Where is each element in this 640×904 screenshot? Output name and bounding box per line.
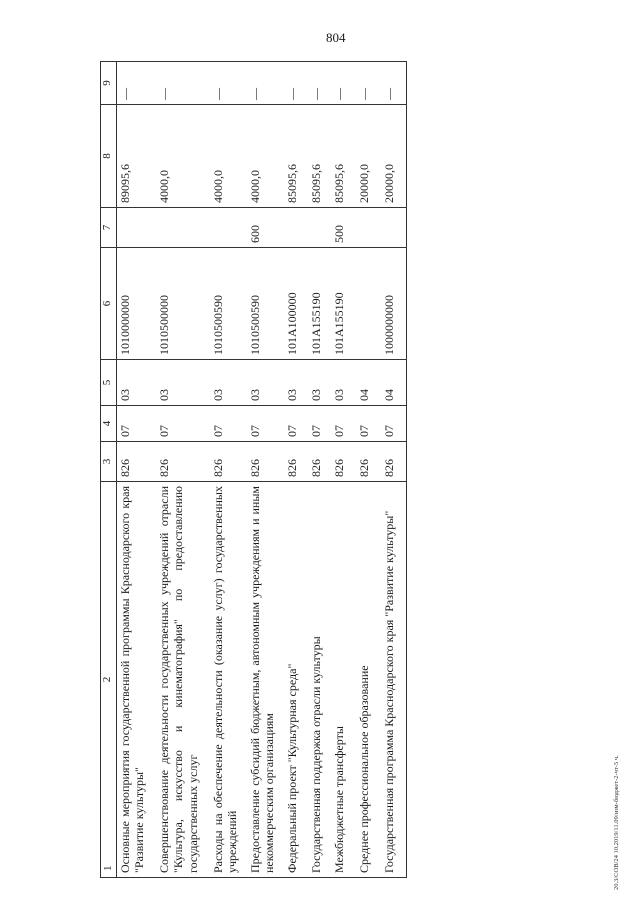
amount-2-cell: [210, 62, 247, 105]
table-row: [210, 62, 247, 878]
expense-type-cell: 600: [247, 208, 284, 248]
row-name-cell: Основные мероприятия государственной программы Краснодарского края "Развитие культуры": [117, 482, 157, 878]
table-row: [308, 62, 331, 878]
ministry-code-cell: 826: [210, 442, 247, 482]
amount-cell: 85095,6: [308, 105, 331, 208]
amount-2-cell: [356, 62, 381, 105]
subsection-code-cell: 03: [308, 360, 331, 406]
amount-cell: 89095,6: [117, 105, 157, 208]
target-article-cell: 101A155190: [308, 248, 331, 360]
table-body: [117, 62, 407, 878]
dash-mark: —: [118, 88, 132, 100]
amount-cell: 4000,0: [247, 105, 284, 208]
header-cell-8: 8: [101, 105, 117, 208]
amount-2-cell: [331, 62, 356, 105]
section-code-cell: 07: [284, 406, 307, 442]
ministry-code-cell: 826: [156, 442, 209, 482]
ministry-code-cell: 826: [284, 442, 307, 482]
subsection-code-cell: 03: [247, 360, 284, 406]
subsection-code-cell: 03: [331, 360, 356, 406]
subsection-code-cell: 03: [210, 360, 247, 406]
header-label-1: 1: [102, 865, 114, 871]
table-row: [156, 62, 209, 878]
header-cell-6: 6: [101, 248, 117, 360]
section-code-cell: 07: [308, 406, 331, 442]
section-code-cell: 07: [117, 406, 157, 442]
table-row: [117, 62, 157, 878]
dash-mark: —: [382, 88, 397, 100]
section-code-cell: 07: [381, 406, 407, 442]
row-name-cell: Государственная программа Краснодарского края "Развитие культуры": [381, 482, 407, 878]
subsection-code-cell: 03: [284, 360, 307, 406]
footer-code: 20.3/СОВ/24 10.2019/11.09/изм-бюджет-2-чт-5 ч.: [613, 755, 620, 890]
dash-mark: —: [157, 88, 172, 100]
dash-mark: —: [308, 88, 323, 100]
amount-2-cell: [117, 62, 157, 105]
amount-cell: 85095,6: [284, 105, 307, 208]
amount-cell: 20000,0: [381, 105, 407, 208]
expense-type-cell: [117, 208, 157, 248]
table-row: [356, 62, 381, 878]
budget-table-rotated: [100, 62, 600, 878]
row-name-cell: Расходы на обеспечение деятельности (оказание услуг) государственных учреждений: [210, 482, 247, 878]
dash-mark: —: [331, 88, 346, 100]
header-cell-1: [101, 482, 117, 878]
row-name-cell: Федеральный проект "Культурная среда": [284, 482, 307, 878]
target-article-cell: 1010000000: [117, 248, 157, 360]
expense-type-cell: [284, 208, 307, 248]
subsection-code-cell: 04: [356, 360, 381, 406]
amount-2-cell: [247, 62, 284, 105]
row-name-cell: Государственная поддержка отрасли культуры: [308, 482, 331, 878]
ministry-code-cell: 826: [117, 442, 157, 482]
ministry-code-cell: 826: [381, 442, 407, 482]
section-code-cell: 07: [247, 406, 284, 442]
header-cell-5: 5: [101, 360, 117, 406]
ministry-code-cell: 826: [356, 442, 381, 482]
expense-type-cell: [356, 208, 381, 248]
amount-cell: 4000,0: [156, 105, 209, 208]
amount-2-cell: [156, 62, 209, 105]
budget-table: [100, 61, 407, 878]
expense-type-cell: [308, 208, 331, 248]
dash-mark: —: [285, 88, 300, 100]
target-article-cell: [356, 248, 381, 360]
subsection-code-cell: 03: [117, 360, 157, 406]
table-row: [284, 62, 307, 878]
header-cell-3: 3: [101, 442, 117, 482]
dash-mark: —: [248, 88, 263, 100]
ministry-code-cell: 826: [331, 442, 356, 482]
row-name-cell: Среднее профессиональное образование: [356, 482, 381, 878]
header-row: [101, 62, 117, 878]
target-article-cell: 101A155190: [331, 248, 356, 360]
target-article-cell: 101A100000: [284, 248, 307, 360]
row-name-cell: Предоставление субсидий бюджетным, автономным учреждениям и иным некоммерческим организациям: [247, 482, 284, 878]
amount-cell: 20000,0: [356, 105, 381, 208]
section-code-cell: 07: [331, 406, 356, 442]
table-row: [381, 62, 407, 878]
section-code-cell: 07: [210, 406, 247, 442]
subsection-code-cell: 03: [156, 360, 209, 406]
target-article-cell: 1010500590: [247, 248, 284, 360]
header-cell-9: 9: [101, 62, 117, 105]
header-label-2: 2: [101, 676, 113, 683]
expense-type-cell: 500: [331, 208, 356, 248]
table-row: [331, 62, 356, 878]
section-code-cell: 07: [156, 406, 209, 442]
expense-type-cell: [381, 208, 407, 248]
subsection-code-cell: 04: [381, 360, 407, 406]
header-cell-4: 4: [101, 406, 117, 442]
amount-2-cell: [284, 62, 307, 105]
page-number: 804: [326, 30, 346, 45]
row-name-cell: Межбюджетные трансферты: [331, 482, 356, 878]
ministry-code-cell: 826: [308, 442, 331, 482]
expense-type-cell: [156, 208, 209, 248]
target-article-cell: 1000000000: [381, 248, 407, 360]
target-article-cell: 1010500000: [156, 248, 209, 360]
dash-mark: —: [210, 88, 225, 100]
ministry-code-cell: 826: [247, 442, 284, 482]
amount-cell: 4000,0: [210, 105, 247, 208]
table-row: [247, 62, 284, 878]
header-cell-7: 7: [101, 208, 117, 248]
amount-2-cell: [308, 62, 331, 105]
amount-2-cell: [381, 62, 407, 105]
expense-type-cell: [210, 208, 247, 248]
dash-mark: —: [356, 88, 371, 100]
row-name-cell: Совершенствование деятельности государственных учреждений отрасли "Культура, искусство и кинематография" по предоставлению государственных услуг: [156, 482, 209, 878]
section-code-cell: 07: [356, 406, 381, 442]
amount-cell: 85095,6: [331, 105, 356, 208]
target-article-cell: 1010500590: [210, 248, 247, 360]
